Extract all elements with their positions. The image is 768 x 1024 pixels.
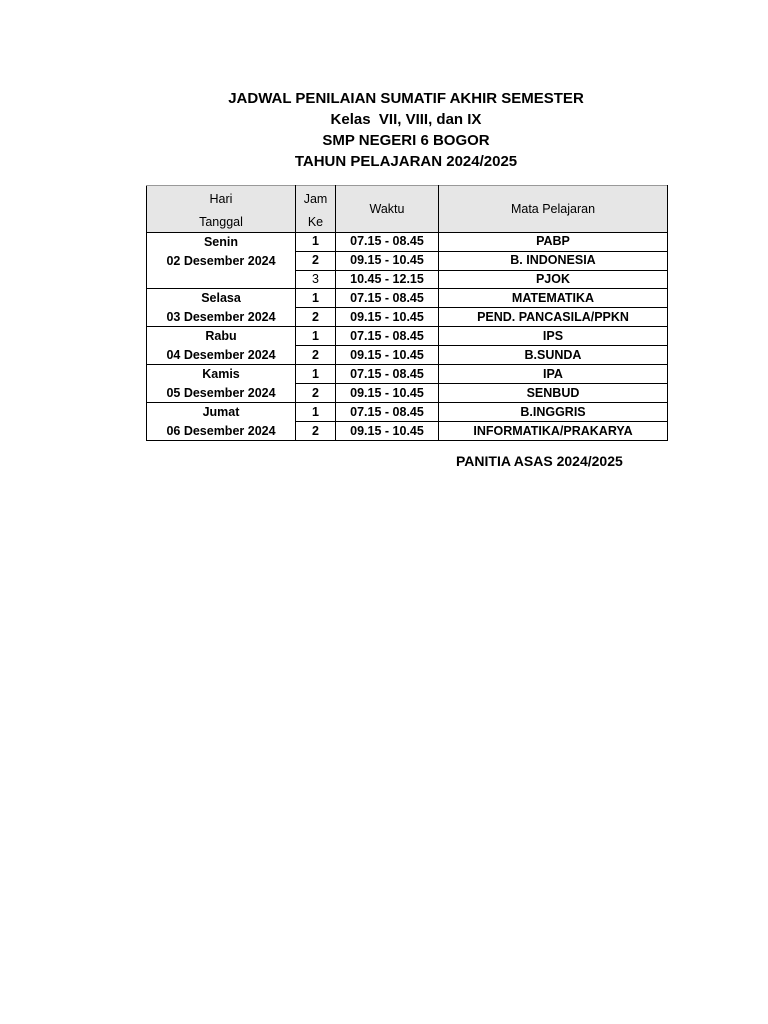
day-name: Senin: [203, 235, 239, 249]
jam-ke-cell: 2: [296, 308, 336, 327]
day-name: Rabu: [205, 329, 237, 344]
jam-ke-cell: 1: [296, 327, 336, 346]
table-row: [147, 365, 668, 384]
waktu-cell: 09.15 - 10.45: [336, 251, 439, 270]
title-line-3: SMP NEGERI 6 BOGOR: [322, 132, 490, 149]
day-date: 03 Desember 2024: [166, 309, 276, 324]
schedule-body: [147, 233, 668, 441]
header-ke: Ke: [296, 213, 336, 233]
day-date: 04 Desember 2024: [166, 347, 276, 362]
jam-ke-cell: 2: [296, 251, 336, 270]
title-line-4: TAHUN PELAJARAN 2024/2025: [294, 153, 518, 170]
waktu-cell: 07.15 - 08.45: [336, 365, 439, 384]
waktu-cell: 07.15 - 08.45: [336, 289, 439, 308]
document-title: [0, 88, 768, 172]
jam-ke-cell: 1: [296, 365, 336, 384]
day-name: Jumat: [202, 405, 240, 420]
mapel-cell: PABP: [439, 233, 668, 252]
header-hari: Hari: [147, 186, 296, 213]
waktu-cell: 07.15 - 08.45: [336, 403, 439, 422]
day-date: 05 Desember 2024: [166, 385, 276, 400]
jam-ke-cell: 2: [296, 384, 336, 403]
day-cell: [147, 289, 296, 327]
header-mata-pelajaran: Mata Pelajaran: [439, 186, 668, 233]
committee-signature: PANITIA ASAS 2024/2025: [456, 453, 623, 469]
day-name: Selasa: [201, 291, 241, 306]
day-date: 06 Desember 2024: [166, 423, 276, 438]
jam-ke-cell: 2: [296, 346, 336, 365]
waktu-cell: 09.15 - 10.45: [336, 346, 439, 365]
header-tanggal: Tanggal: [147, 213, 296, 233]
jam-ke-cell: 2: [296, 422, 336, 441]
mapel-cell: PEND. PANCASILA/PPKN: [439, 308, 668, 327]
mapel-cell: B. INDONESIA: [439, 251, 668, 270]
table-row: [147, 327, 668, 346]
schedule-table: [146, 185, 668, 441]
mapel-cell: IPA: [439, 365, 668, 384]
table-row: [147, 233, 668, 252]
mapel-cell: IPS: [439, 327, 668, 346]
jam-ke-cell: 1: [296, 233, 336, 252]
mapel-cell: PJOK: [439, 270, 668, 289]
waktu-cell: 09.15 - 10.45: [336, 308, 439, 327]
waktu-cell: 07.15 - 08.45: [336, 327, 439, 346]
day-date: 02 Desember 2024: [166, 253, 276, 268]
header-waktu: Waktu: [336, 186, 439, 233]
header-jam: Jam: [296, 186, 336, 213]
mapel-cell: MATEMATIKA: [439, 289, 668, 308]
jam-ke-cell: 1: [296, 403, 336, 422]
waktu-cell: 10.45 - 12.15: [336, 270, 439, 289]
day-cell: [147, 403, 296, 441]
day-cell: [147, 327, 296, 365]
jam-ke-cell: 3: [296, 270, 336, 289]
mapel-cell: INFORMATIKA/PRAKARYA: [439, 422, 668, 441]
title-line-2: Kelas VII, VIII, dan IX: [330, 111, 482, 128]
jam-ke-cell: 1: [296, 289, 336, 308]
waktu-cell: 09.15 - 10.45: [336, 422, 439, 441]
day-cell: [147, 233, 296, 289]
title-line-1: JADWAL PENILAIAN SUMATIF AKHIR SEMESTER: [228, 90, 584, 107]
table-header-row: [147, 186, 668, 213]
day-name: Kamis: [202, 367, 240, 382]
day-cell: [147, 365, 296, 403]
mapel-cell: SENBUD: [439, 384, 668, 403]
waktu-cell: 07.15 - 08.45: [336, 233, 439, 252]
waktu-cell: 09.15 - 10.45: [336, 384, 439, 403]
table-row: [147, 289, 668, 308]
table-row: [147, 403, 668, 422]
mapel-cell: B.SUNDA: [439, 346, 668, 365]
mapel-cell: B.INGGRIS: [439, 403, 668, 422]
